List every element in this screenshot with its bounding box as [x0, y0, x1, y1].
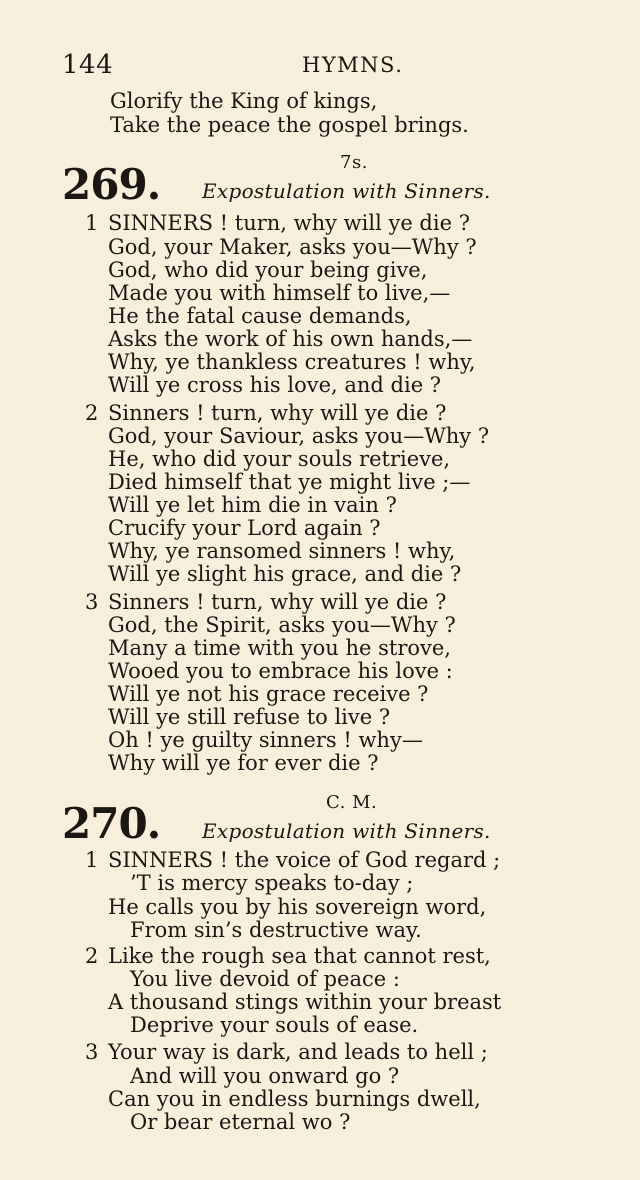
hymn-meter: 7s.	[340, 152, 368, 173]
verse-line: Or bear eternal wo ?	[130, 1110, 351, 1134]
verse-line: Like the rough sea that cannot rest,	[108, 944, 491, 968]
verse-line: Many a time with you he strove,	[108, 636, 451, 660]
page-header	[62, 50, 412, 84]
verse-line: Your way is dark, and leads to hell ;	[108, 1040, 488, 1064]
hymn-title: Expostulation with Sinners.	[202, 179, 491, 203]
verse-line: Asks the work of his own hands,—	[108, 327, 473, 351]
verse-line: God, the Spirit, asks you—Why ?	[108, 613, 456, 637]
running-head: HYMNS.	[302, 53, 404, 77]
stanza-number: 1	[85, 848, 99, 872]
verse-line: Can you in endless burnings dwell,	[108, 1087, 481, 1111]
verse-line: Oh ! ye guilty sinners ! why—	[108, 728, 423, 752]
verse-line: Why will ye for ever die ?	[108, 751, 379, 775]
verse-line: He the fatal cause demands,	[108, 304, 412, 328]
verse-line: ’T is mercy speaks to-day ;	[130, 871, 414, 895]
verse-line: Made you with himself to live,—	[108, 281, 451, 305]
verse-line: Will ye let him die in vain ?	[108, 493, 397, 517]
verse-line: Died himself that ye might live ;—	[108, 470, 471, 494]
verse-line: Why, ye ransomed sinners ! why,	[108, 539, 456, 563]
verse-line: SINNERS ! the voice of God regard ;	[108, 848, 501, 872]
verse-line: Sinners ! turn, why will ye die ?	[108, 401, 447, 425]
hymn-title: Expostulation with Sinners.	[202, 819, 491, 843]
verse-line: Deprive your souls of ease.	[130, 1013, 419, 1037]
verse-line: Will ye not his grace receive ?	[108, 682, 429, 706]
page-number: 144	[62, 50, 114, 80]
stanza-number: 1	[85, 211, 99, 235]
stanza-number: 2	[85, 944, 99, 968]
verse-line: Wooed you to embrace his love :	[108, 659, 453, 683]
stanza-number: 3	[85, 1040, 99, 1064]
verse-line: SINNERS ! turn, why will ye die ?	[108, 211, 470, 235]
verse-line: Crucify your Lord again ?	[108, 516, 381, 540]
hymn-number: 269.	[62, 160, 161, 209]
verse-line: Will ye cross his love, and die ?	[108, 373, 442, 397]
hymn-meter: C. M.	[326, 792, 378, 813]
verse-line: A thousand stings within your breast	[108, 990, 502, 1014]
verse-line: Will ye slight his grace, and die ?	[108, 562, 462, 586]
stanza-number: 2	[85, 401, 99, 425]
verse-line: He, who did your souls retrieve,	[108, 447, 451, 471]
hymn-number: 270.	[62, 799, 161, 848]
verse-line: God, who did your being give,	[108, 258, 428, 282]
verse-line: He calls you by his sovereign word,	[108, 895, 487, 919]
verse-line: From sin’s destructive way.	[130, 918, 422, 942]
verse-line: And will you onward go ?	[130, 1064, 400, 1088]
verse-line: Will ye still refuse to live ?	[108, 705, 391, 729]
verse-line: God, your Saviour, asks you—Why ?	[108, 424, 490, 448]
verse-line: Why, ye thankless creatures ! why,	[108, 350, 476, 374]
carryover-line: Take the peace the gospel brings.	[110, 113, 469, 137]
carryover-line: Glorify the King of kings,	[110, 89, 378, 113]
verse-line: Sinners ! turn, why will ye die ?	[108, 590, 447, 614]
stanza-number: 3	[85, 590, 99, 614]
verse-line: God, your Maker, asks you—Why ?	[108, 235, 477, 259]
verse-line: You live devoid of peace :	[130, 967, 400, 991]
